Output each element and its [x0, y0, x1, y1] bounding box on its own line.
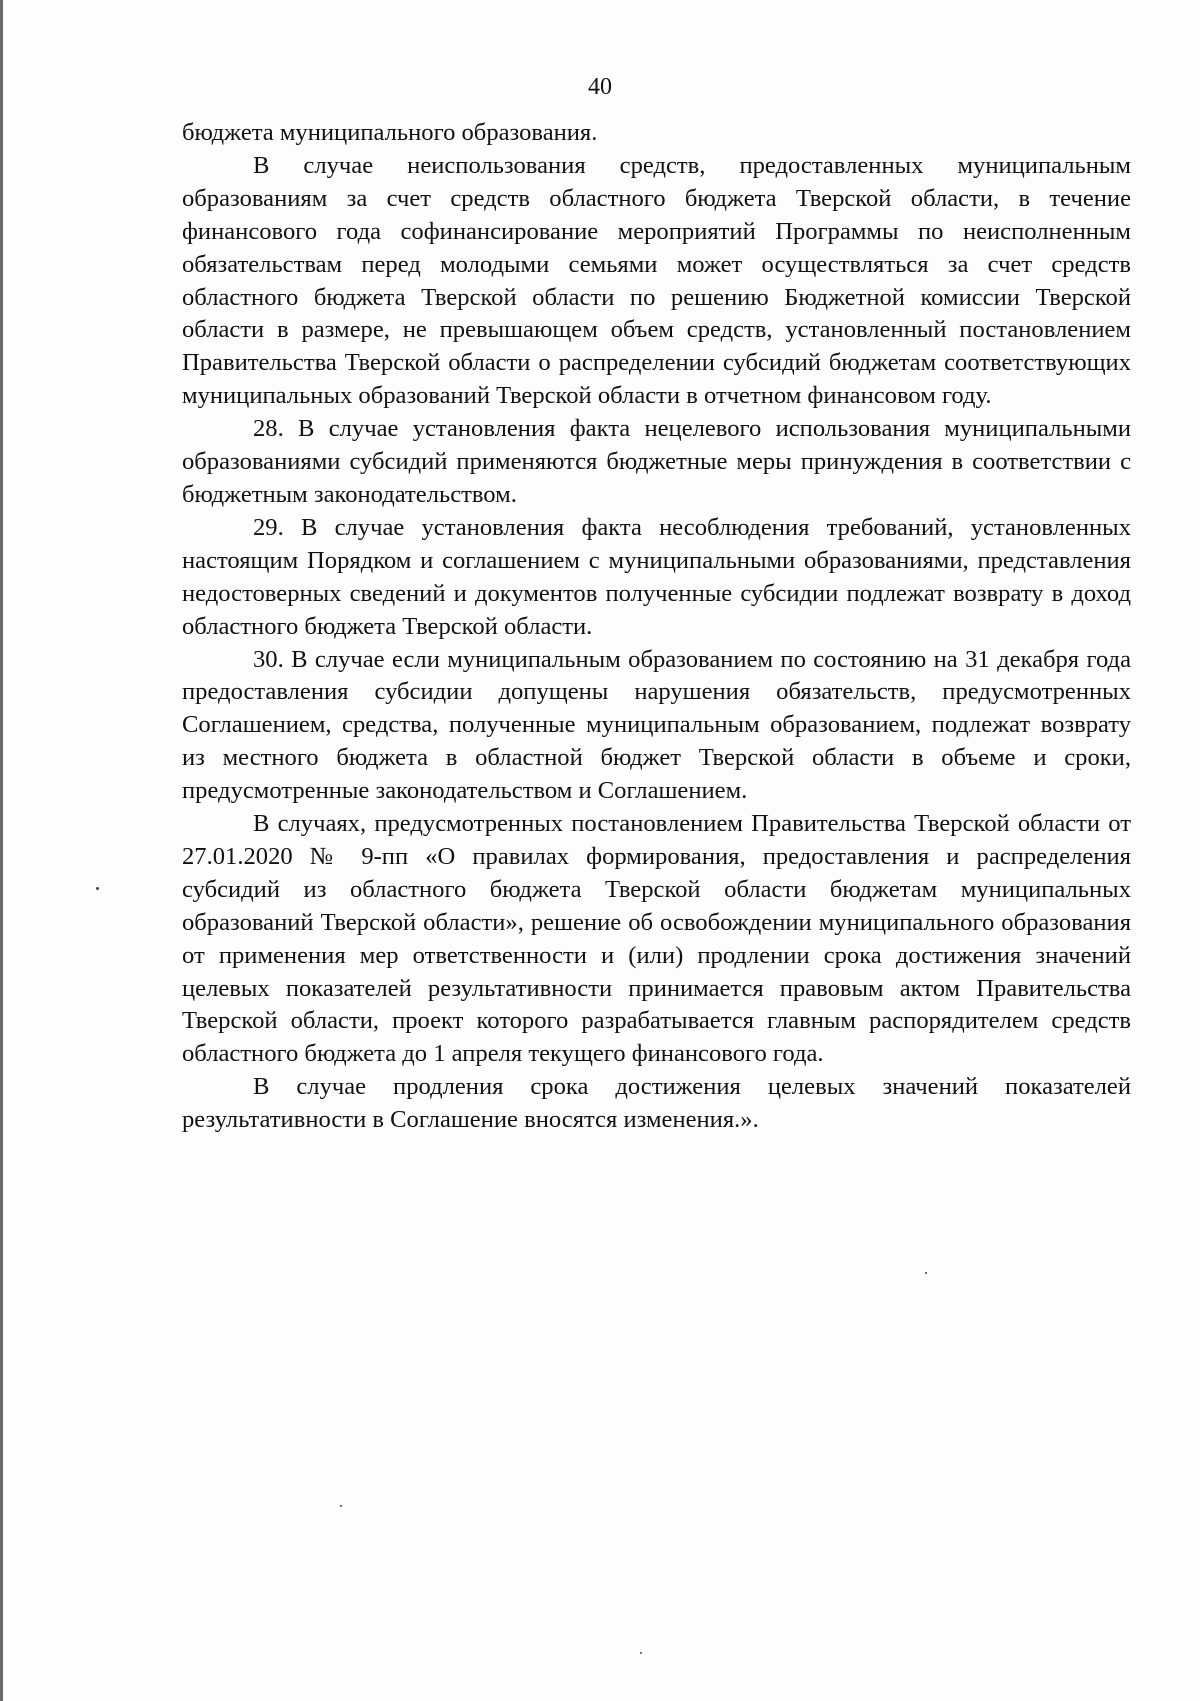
paragraph-unused-funds: В случае неиспользования средств, предоставленных муниципальным образованиям за счет средств областного бюджета Тверской области, в течение финансового года софинансирование мероприятий Программы по неисполненным обязательствам перед молодыми семьями может осуществляться за счет средств областного бюджета Тверской области по решению Бюджетной комиссии Тверской области в размере, не превышающем объем средств, установленный постановлением Правительства Тверской области о распределении субсидий бюджетам соответствующих муниципальных образований Тверской области в отчетном финансовом году. [182, 151, 1131, 410]
page-number: 40 [588, 74, 612, 100]
scan-speck [640, 1652, 642, 1654]
document-body [182, 117, 1131, 1137]
scan-speck [925, 1272, 927, 1274]
paragraph-continuation: бюджета муниципального образования. [182, 119, 598, 146]
paragraph-item-30: 30. В случае если муниципальным образованием по состоянию на 31 декабря года предоставления субсидии допущены нарушения обязательств, предусмотренных Соглашением, средства, полученные муниципальным образованием, подлежат возврату из местного бюджета в областной бюджет Тверской области в объеме и сроки, предусмотренные законодательством и Соглашением. [182, 645, 1131, 805]
paragraph-item-28: 28. В случае установления факта нецелевого использования муниципальными образованиями субсидий применяются бюджетные меры принуждения в соответствии с бюджетным законодательством. [182, 415, 1131, 508]
scan-edge [0, 0, 3, 1701]
scan-speck [340, 1505, 342, 1507]
paragraph-item-29: 29. В случае установления факта несоблюдения требований, установленных настоящим Порядком и соглашением с муниципальными образованиями, представления недостоверных сведений и документов полученные субсидии подлежат возврату в доход областного бюджета Тверской области. [182, 513, 1131, 640]
paragraph-extension: В случае продления срока достижения целевых значений показателей результативности в Соглашение вносятся изменения.». [182, 1073, 1131, 1134]
paragraph-exemption: В случаях, предусмотренных постановлением Правительства Тверской области от 27.01.2020 № 9-пп «О правилах формирования, предоставления и распределения субсидий из областного бюджета Тверской области бюджетам муниципальных образований Тверской области», решение об освобождении муниципального образования от применения мер ответственности и (или) продлении срока достижения значений целевых показателей результативности принимается правовым актом Правительства Тверской области, проект которого разрабатывается главным распорядителем средств областного бюджета до 1 апреля текущего финансового года. [182, 810, 1131, 1068]
scan-speck [96, 887, 99, 890]
